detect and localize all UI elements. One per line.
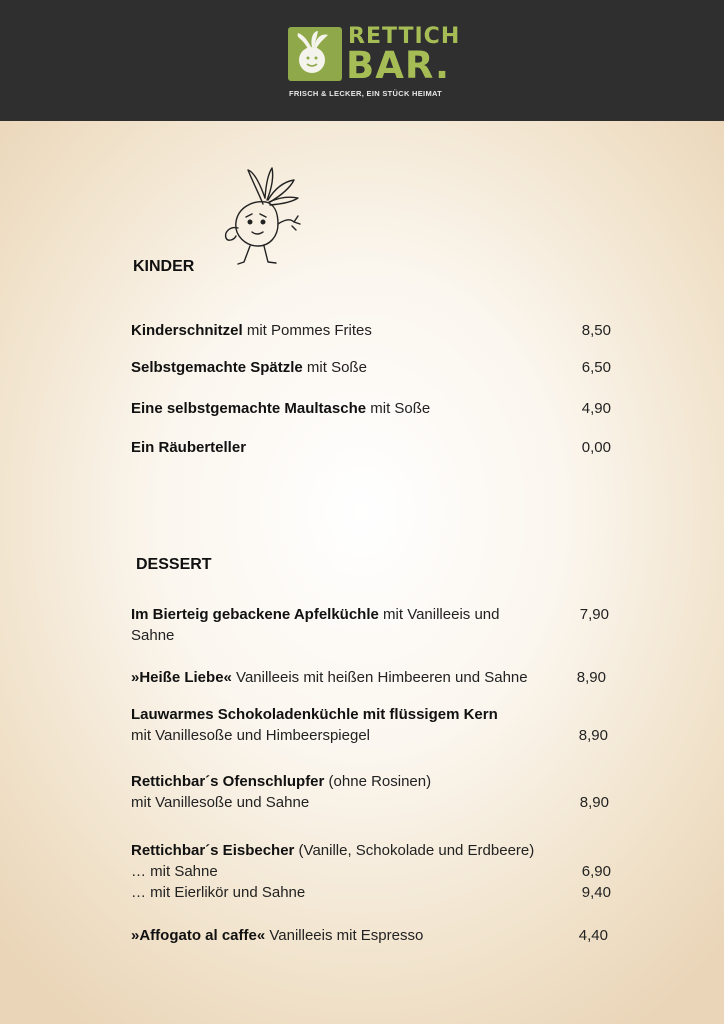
item-name: Lauwarmes Schokoladenküchle mit flüssigem Kern xyxy=(131,706,498,723)
section-title-dessert: DESSERT xyxy=(136,556,212,573)
item-desc: mit Vanilleeis und xyxy=(378,606,500,623)
item-price: 8,50 xyxy=(581,322,611,339)
item-price: 0,00 xyxy=(581,439,611,456)
item-desc: Vanilleeis mit Espresso xyxy=(265,927,424,944)
item-desc-line2: mit Vanillesoße und Sahne xyxy=(131,794,310,811)
item-name: Selbstgemachte Spätzle xyxy=(131,359,303,376)
menu-item xyxy=(131,840,534,903)
item-price: 4,90 xyxy=(581,400,611,417)
brand-top: RETTICH xyxy=(348,24,461,49)
item-name: »Heiße Liebe« xyxy=(131,669,232,686)
item-name: Kinderschnitzel xyxy=(131,322,243,339)
header-bar xyxy=(0,0,724,121)
menu-item xyxy=(131,667,528,688)
item-name: Im Bierteig gebackene Apfelküchle xyxy=(131,606,379,623)
item-desc: (ohne Rosinen) xyxy=(324,773,432,790)
section-title-kinder: KINDER xyxy=(133,258,195,275)
item-desc: mit Pommes Frites xyxy=(242,322,372,339)
item-desc-line2: mit Vanillesoße und Himbeerspiegel xyxy=(131,727,371,744)
item-price: 8,90 xyxy=(578,727,608,744)
menu-item xyxy=(131,925,423,946)
item-name: Ein Räuberteller xyxy=(131,439,247,456)
item-price: 6,90 xyxy=(581,863,611,880)
item-price: 9,40 xyxy=(581,884,611,901)
brand-main: BAR. xyxy=(346,44,451,87)
item-price: 6,50 xyxy=(581,359,611,376)
item-desc: Vanilleeis mit heißen Himbeeren und Sahne xyxy=(231,669,528,686)
radish-mascot-icon xyxy=(208,162,303,277)
sub-item-label: … mit Sahne xyxy=(131,863,218,880)
item-desc: (Vanille, Schokolade und Erdbeere) xyxy=(294,842,535,859)
menu-item xyxy=(131,398,430,419)
item-desc: mit Soße xyxy=(366,400,431,417)
item-price: 4,40 xyxy=(578,927,608,944)
menu-item xyxy=(131,771,431,813)
item-price: 7,90 xyxy=(579,606,609,623)
item-price: 8,90 xyxy=(579,794,609,811)
sub-item-label: … mit Eierlikör und Sahne xyxy=(131,884,306,901)
menu-item xyxy=(131,704,498,746)
tagline: FRISCH & LECKER, EIN STÜCK HEIMAT xyxy=(288,89,443,98)
menu-item xyxy=(131,437,246,458)
item-name: Rettichbar´s Ofenschlupfer xyxy=(131,773,325,790)
menu-item xyxy=(131,320,372,341)
radish-logo-icon xyxy=(288,27,342,81)
item-name: Eine selbstgemachte Maultasche xyxy=(131,400,367,417)
item-desc-line2: Sahne xyxy=(131,627,175,644)
item-desc: mit Soße xyxy=(302,359,367,376)
item-name: »Affogato al caffe« xyxy=(131,927,266,944)
menu-item xyxy=(131,357,367,378)
item-price: 8,90 xyxy=(576,669,606,686)
item-name: Rettichbar´s Eisbecher xyxy=(131,842,295,859)
menu-item xyxy=(131,604,499,646)
